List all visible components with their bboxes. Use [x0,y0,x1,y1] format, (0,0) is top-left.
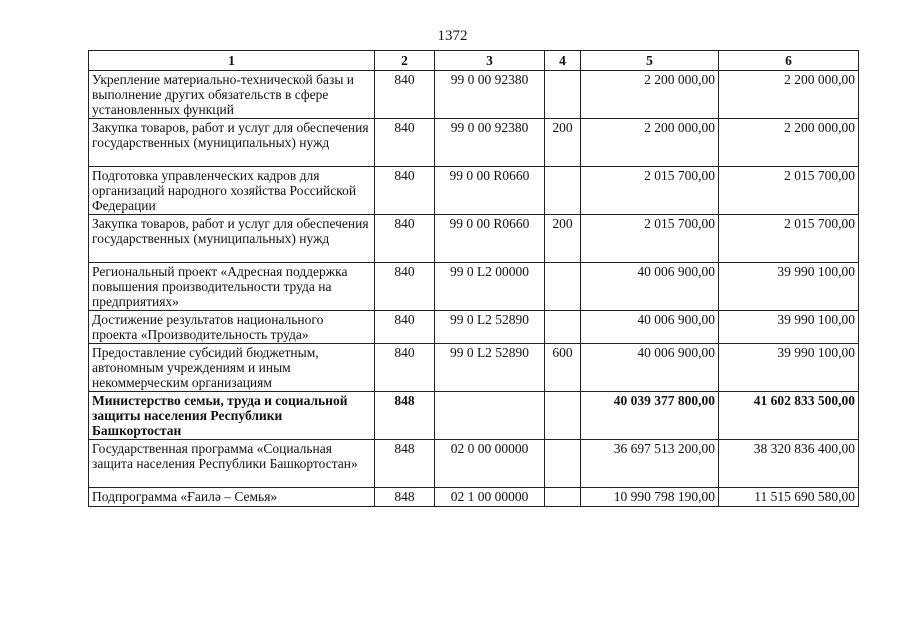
row-amount-col6: 39 990 100,00 [719,344,859,392]
row-target-article: 02 0 00 00000 [435,440,545,488]
row-amount-col5: 2 015 700,00 [581,167,719,215]
budget-table [88,50,859,507]
table-row [89,215,859,263]
table-row [89,488,859,507]
row-target-article: 99 0 L2 52890 [435,344,545,392]
row-amount-col5: 40 006 900,00 [581,344,719,392]
row-expense-type: 200 [545,215,581,263]
row-code: 840 [375,167,435,215]
row-amount-col6: 2 200 000,00 [719,71,859,119]
row-amount-col5: 10 990 798 190,00 [581,488,719,507]
row-expense-type [545,440,581,488]
row-name: Закупка товаров, работ и услуг для обеспечения государственных (муниципальных) нужд [89,215,375,263]
row-name: Предоставление субсидий бюджетным, автономным учреждениям и иным некоммерческим организациям [89,344,375,392]
row-expense-type [545,311,581,344]
row-code: 840 [375,311,435,344]
row-name: Подпрограмма «Ғаилә – Семья» [89,488,375,507]
row-amount-col6: 2 015 700,00 [719,215,859,263]
row-target-article: 99 0 00 R0660 [435,167,545,215]
row-amount-col5: 36 697 513 200,00 [581,440,719,488]
row-code: 840 [375,119,435,167]
row-amount-col5: 2 015 700,00 [581,215,719,263]
table-row [89,263,859,311]
row-target-article: 99 0 00 92380 [435,71,545,119]
row-name: Подготовка управленческих кадров для организаций народного хозяйства Российской Федерации [89,167,375,215]
table-row [89,392,859,440]
row-expense-type [545,263,581,311]
row-name: Региональный проект «Адресная поддержка повышения производительности труда на предприятиях» [89,263,375,311]
row-expense-type [545,167,581,215]
table-row [89,440,859,488]
column-header-1: 1 [89,51,375,71]
row-expense-type [545,392,581,440]
row-code: 848 [375,488,435,507]
row-code: 840 [375,215,435,263]
row-amount-col6: 11 515 690 580,00 [719,488,859,507]
row-amount-col5: 40 039 377 800,00 [581,392,719,440]
row-code: 840 [375,263,435,311]
table-row [89,71,859,119]
column-header-3: 3 [435,51,545,71]
row-amount-col6: 39 990 100,00 [719,311,859,344]
row-amount-col6: 2 200 000,00 [719,119,859,167]
row-name: Закупка товаров, работ и услуг для обеспечения государственных (муниципальных) нужд [89,119,375,167]
table-row [89,344,859,392]
row-expense-type [545,488,581,507]
row-name: Достижение результатов национального проекта «Производительность труда» [89,311,375,344]
column-header-6: 6 [719,51,859,71]
table-row [89,167,859,215]
row-amount-col6: 2 015 700,00 [719,167,859,215]
row-target-article: 99 0 00 R0660 [435,215,545,263]
row-amount-col6: 38 320 836 400,00 [719,440,859,488]
row-amount-col5: 2 200 000,00 [581,119,719,167]
page-number: 1372 [437,28,468,44]
row-target-article: 02 1 00 00000 [435,488,545,507]
row-code: 840 [375,71,435,119]
row-name: Укрепление материально-технической базы и выполнение других обязательств в сфере установленных функций [89,71,375,119]
row-name: Министерство семьи, труда и социальной защиты населения Республики Башкортостан [89,392,375,440]
row-code: 848 [375,392,435,440]
row-name: Государственная программа «Социальная защита населения Республики Башкортостан» [89,440,375,488]
column-header-2: 2 [375,51,435,71]
table-row [89,119,859,167]
row-expense-type: 600 [545,344,581,392]
row-amount-col6: 39 990 100,00 [719,263,859,311]
table-row [89,311,859,344]
row-amount-col5: 40 006 900,00 [581,263,719,311]
row-code: 840 [375,344,435,392]
row-amount-col6: 41 602 833 500,00 [719,392,859,440]
row-amount-col5: 2 200 000,00 [581,71,719,119]
row-target-article: 99 0 L2 52890 [435,311,545,344]
row-expense-type: 200 [545,119,581,167]
row-expense-type [545,71,581,119]
column-header-5: 5 [581,51,719,71]
column-header-4: 4 [545,51,581,71]
row-target-article [435,392,545,440]
row-code: 848 [375,440,435,488]
row-target-article: 99 0 00 92380 [435,119,545,167]
row-target-article: 99 0 L2 00000 [435,263,545,311]
row-amount-col5: 40 006 900,00 [581,311,719,344]
header-row [89,51,859,71]
